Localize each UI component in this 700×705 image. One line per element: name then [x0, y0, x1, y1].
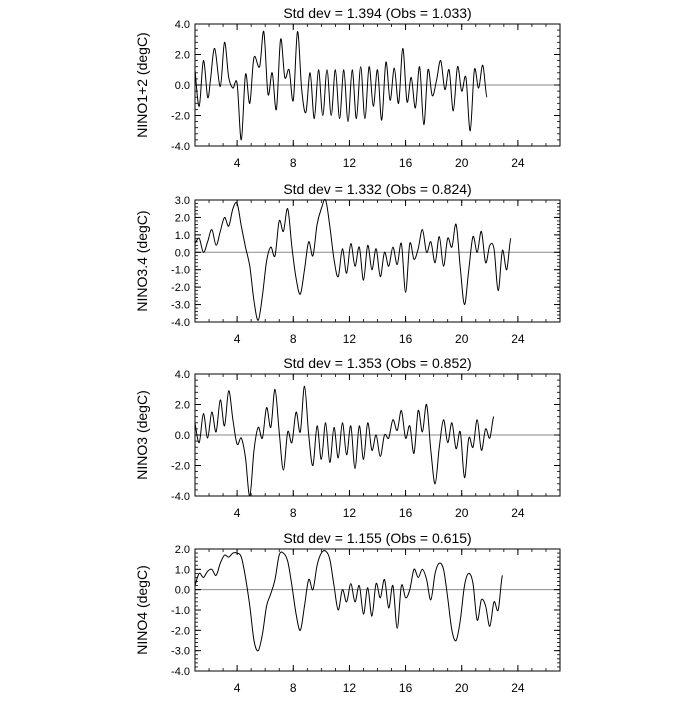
x-tick-label: 4 — [233, 681, 241, 695]
y-tick-label: 1.0 — [174, 564, 190, 577]
y-tick-label: 4.0 — [174, 369, 190, 381]
x-tick-label: 12 — [342, 156, 357, 170]
y-tick-label: -4.0 — [171, 141, 190, 153]
panel-4 — [134, 530, 560, 695]
series-line — [195, 199, 511, 320]
x-tick-label: 4 — [233, 506, 241, 520]
x-tick-label: 8 — [289, 681, 297, 695]
x-tick-label: 24 — [511, 156, 525, 170]
y-axis-label: NINO4 (degC) — [134, 565, 150, 655]
y-tick-label: -4.0 — [171, 666, 190, 678]
x-tick-label: 12 — [342, 506, 357, 520]
x-tick-label: 24 — [511, 332, 525, 346]
x-tick-label: 8 — [289, 156, 297, 170]
y-tick-label: -4.0 — [171, 317, 190, 329]
y-tick-label: 2.0 — [174, 399, 190, 412]
plot-frame — [195, 549, 560, 671]
panel-title: Std dev = 1.332 (Obs = 0.824) — [283, 181, 472, 197]
x-tick-label: 12 — [342, 681, 357, 695]
x-tick-label: 20 — [455, 506, 469, 520]
y-tick-label: -3.0 — [171, 645, 190, 658]
x-tick-label: 8 — [289, 506, 297, 520]
x-tick-label: 16 — [398, 506, 413, 520]
x-tick-label: 24 — [511, 506, 525, 520]
y-tick-label: 0.0 — [174, 584, 190, 597]
x-tick-label: 20 — [455, 681, 469, 695]
x-tick-label: 16 — [398, 156, 413, 170]
x-tick-label: 16 — [398, 681, 413, 695]
y-tick-label: 2.0 — [174, 212, 190, 225]
y-tick-label: -2.0 — [171, 625, 190, 638]
y-tick-label: 0.0 — [174, 430, 190, 442]
series-line — [195, 31, 487, 140]
series-line — [195, 386, 494, 496]
y-tick-label: 3.0 — [174, 195, 190, 207]
panel-3 — [134, 355, 560, 520]
y-tick-label: -2.0 — [171, 460, 190, 473]
y-tick-label: -4.0 — [171, 491, 190, 503]
x-tick-label: 8 — [289, 332, 297, 346]
y-axis-label: NINO1+2 (degC) — [134, 32, 150, 138]
y-tick-label: 1.0 — [174, 229, 190, 242]
y-tick-label: -3.0 — [171, 299, 190, 312]
x-tick-label: 4 — [233, 332, 241, 346]
panel-title: Std dev = 1.155 (Obs = 0.615) — [283, 530, 472, 546]
x-tick-label: 16 — [398, 332, 413, 346]
panel-title: Std dev = 1.353 (Obs = 0.852) — [283, 355, 472, 371]
y-tick-label: -2.0 — [171, 110, 190, 123]
panel-2 — [134, 181, 560, 346]
panel-title: Std dev = 1.394 (Obs = 1.033) — [283, 5, 472, 21]
x-tick-label: 24 — [511, 681, 525, 695]
x-tick-label: 12 — [342, 332, 357, 346]
x-tick-label: 20 — [455, 156, 469, 170]
y-tick-label: 2.0 — [174, 544, 190, 556]
y-axis-label: NINO3 (degC) — [134, 390, 150, 480]
y-tick-label: 0.0 — [174, 247, 190, 260]
y-tick-label: 0.0 — [174, 80, 190, 92]
y-tick-label: -1.0 — [171, 264, 190, 277]
panel-1 — [134, 5, 560, 170]
y-axis-label: NINO3.4 (degC) — [134, 210, 150, 312]
x-tick-label: 20 — [455, 332, 469, 346]
y-tick-label: 4.0 — [174, 19, 190, 31]
y-tick-label: 2.0 — [174, 49, 190, 62]
series-line — [195, 551, 502, 651]
y-tick-label: -2.0 — [171, 282, 190, 295]
x-tick-label: 4 — [233, 156, 241, 170]
y-tick-label: -1.0 — [171, 605, 190, 617]
